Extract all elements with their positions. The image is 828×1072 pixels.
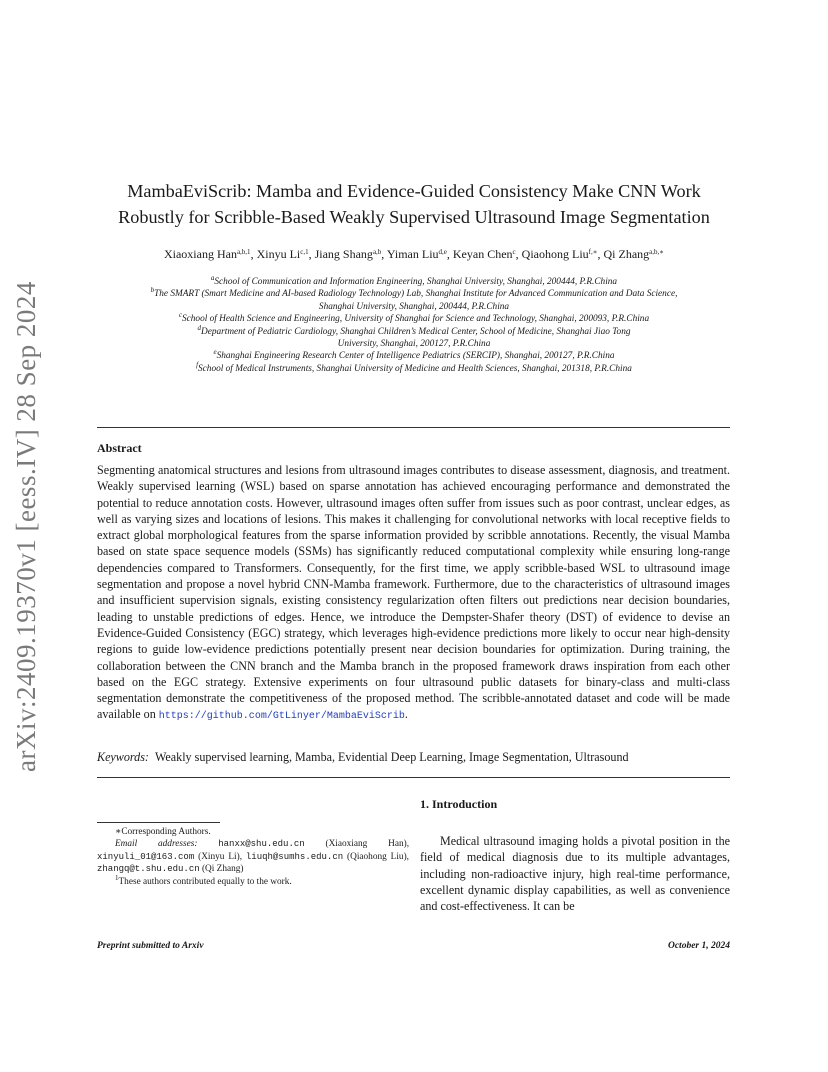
- author-name: Xiaoxiang Han: [163, 247, 237, 261]
- author-name: Xinyu Li: [256, 247, 301, 261]
- affiliation: [60, 360, 768, 375]
- keywords-line: [97, 750, 730, 765]
- footnotes: [97, 826, 409, 888]
- keywords-label: Keywords:: [97, 750, 149, 764]
- introduction-paragraph: Medical ultrasound imaging holds a pivotal position in the field of medical diagnosis due to its multiple advantages, including non-radioactive injury, high real-time performance, excellent dynamic display capabilities, as well as convenience and cost-effectiveness. It can be: [420, 834, 730, 914]
- affiliation-text: School of Medical Instruments, Shanghai University of Medicine and Health Sciences, Shanghai, 201318, P.R.China: [198, 363, 632, 374]
- preprint-notice: Preprint submitted to Arxiv: [97, 941, 204, 951]
- affiliation-mark: d: [197, 323, 201, 332]
- author-affiliation-mark: a,b: [372, 248, 382, 256]
- author-name: Yiman Liu: [386, 247, 439, 261]
- affiliation-list: [60, 276, 768, 375]
- affiliation: [60, 338, 768, 350]
- arxiv-identifier-stamp: arXiv:2409.19370v1 [eess.IV] 28 Sep 2024: [11, 281, 41, 772]
- footnote-rule: [97, 822, 220, 823]
- paper-title: [60, 178, 768, 230]
- email-address[interactable]: zhangq@t.shu.edu.cn: [97, 864, 200, 875]
- author: [453, 247, 516, 261]
- affiliation-text: Shanghai Engineering Research Center of Intelligence Pediatrics (SERCIP), Shanghai, 200127, P.R.China: [216, 351, 615, 362]
- email-address[interactable]: xinyuli_01@163.com: [97, 851, 195, 862]
- email-owner: (Qi Zhang): [201, 864, 244, 875]
- author-name: Jiang Shang: [314, 247, 373, 261]
- affiliation: [60, 313, 768, 325]
- affiliation-text: School of Communication and Information Engineering, Shanghai University, Shanghai, 200444, P.R.China: [214, 277, 618, 287]
- author: [257, 247, 309, 261]
- email-address[interactable]: hanxx@shu.edu.cn: [218, 839, 305, 850]
- affiliation: [60, 301, 768, 313]
- title-line-1: MambaEviScrib: Mamba and Evidence-Guided Consistency Make CNN Work: [127, 181, 701, 201]
- email-owner: (Xiaoxiang Han),: [325, 839, 410, 850]
- author: [315, 247, 382, 261]
- affiliation-mark: c: [178, 311, 182, 320]
- email-owner: (Xinyu Li),: [198, 851, 243, 862]
- keywords-text: Weakly supervised learning, Mamba, Evidential Deep Learning, Image Segmentation, Ultrasound: [154, 750, 629, 764]
- abstract-bottom-rule: [97, 777, 730, 778]
- email-footnote: [97, 838, 409, 875]
- footer-date: October 1, 2024: [667, 941, 730, 951]
- author-affiliation-mark: c: [512, 248, 516, 256]
- introduction-heading: 1. Introduction: [420, 797, 498, 811]
- affiliation: [60, 323, 768, 338]
- abstract-heading: Abstract: [97, 441, 142, 455]
- author-affiliation-mark: a,b,∗: [649, 248, 665, 256]
- author-affiliation-mark: c,1: [300, 248, 309, 256]
- affiliation: [60, 350, 768, 362]
- affiliation-text: Shanghai University, Shanghai, 200444, P.R.China: [318, 301, 510, 312]
- affiliation: [60, 276, 768, 288]
- author: [387, 247, 447, 261]
- author-list: Xiaoxiang Han$^{a,b,1}$, Xinyu Li$^{c,1}$, Jiang Shang$^{a,b}$, Yiman Liu$^{d,e}$, Keyan Chen$^c$, Qiaohong Liu$^{f,∗}$, Qi Zhang$^{a,b,∗}$: [163, 247, 665, 261]
- affiliation-text: The SMART (Smart Medicine and AI-based Radiology Technology) Lab, Shanghai Institute for Advanced Communication and Data Science,: [154, 289, 678, 300]
- affiliation-mark: b: [150, 286, 155, 295]
- equal-contribution-footnote: [97, 873, 409, 888]
- abstract-top-rule: [97, 427, 730, 428]
- author-affiliation-mark: f,∗: [588, 248, 598, 256]
- affiliation-text: School of Health Science and Engineering, University of Shanghai for Science and Technology, Shanghai, 200093, P.R.China: [182, 314, 650, 325]
- abstract-body-text: Segmenting anatomical structures and lesions from ultrasound images contributes to disease assessment, diagnosis, and treatment. Weakly supervised learning (WSL) based on sparse annotation has achieved encouraging performance and demonstrated the potential to reduce annotation costs. However, ultrasound images often suffer from issues such as poor contrast, unclear edges, as well as varying sizes and locations of lesions. This makes it challenging for convolutional networks with local receptive fields to extract global morphological features from the sparse information provided by scribble annotations. Recently, the visual Mamba based on state space sequence models (SSMs) has significantly reduced computational complexity while ensuring long-range dependencies compared to Transformers. Consequently, for the first time, we apply scribble-based WSL to ultrasound image segmentation and propose a novel hybrid CNN-Mamba framework. Furthermore, due to the characteristics of ultrasound images and insufficient supervision signals, existing consistency regularization often filters out predictions near decision boundaries, leading to unstable predictions of edges. Hence, we introduce the Dempster-Shafer theory (DST) of evidence to devise an Evidence-Guided Consistency (EGC) strategy, which leverages high-evidence predictions more likely to occur near high-density regions to guide low-evidence predictions potentially present near decision boundaries for optimization. During training, the collaboration between the CNN branch and the Mamba branch in the proposed framework draws inspiration from each other based on the EGC strategy. Extensive experiments on four ultrasound public datasets for binary-class and multi-class segmentation demonstrate the competitiveness of the proposed method. The scribble-annotated dataset and code will be made available on: [97, 463, 730, 722]
- footnote-mark: 1: [115, 873, 119, 882]
- author: [604, 247, 665, 261]
- corresponding-footnote: ∗Corresponding Authors.: [115, 827, 211, 837]
- affiliation: [60, 288, 768, 300]
- affiliation-mark: a: [210, 274, 215, 282]
- author-name: Qi Zhang: [603, 247, 650, 261]
- email-address[interactable]: liuqh@sumhs.edu.cn: [245, 851, 344, 862]
- affiliation-mark: e: [213, 348, 217, 357]
- email-label: Email addresses:: [115, 839, 198, 850]
- email-owner: (Qiaohong Liu),: [347, 851, 409, 862]
- author-name: Keyan Chen: [452, 247, 513, 261]
- equal-contribution-text: These authors contributed equally to the work.: [118, 876, 292, 887]
- title-line-2: Robustly for Scribble-Based Weakly Supervised Ultrasound Image Segmentation: [118, 207, 710, 227]
- author: [164, 247, 251, 261]
- author-affiliation-mark: a,b,1: [236, 248, 251, 256]
- author-affiliation-mark: d,e: [438, 248, 447, 256]
- affiliation-text: Department of Pediatric Cardiology, Shanghai Children’s Medical Center, School of Medicine, Shanghai Jiao Tong: [200, 326, 631, 337]
- author-name: Qiaohong Liu: [521, 247, 589, 261]
- code-repository-link[interactable]: https://github.com/GtLinyer/MambaEviScrib: [158, 711, 405, 723]
- abstract-body: Segmenting anatomical structures and lesions from ultrasound images contributes to disease assessment, diagnosis, and treatment. Weakly supervised learning (WSL) based on sparse annotation has achieved encouraging performance and demonstrated the potential to reduce annotation costs. However, ultrasound images often suffer from issues such as poor contrast, unclear edges, as well as varying sizes and locations of lesions. This makes it challenging for convolutional networks with local receptive fields to extract global morphological features from the sparse information provided by scribble annotations. Recently, the visual Mamba based on state space sequence models (SSMs) has significantly reduced computational complexity while ensuring long-range dependencies compared to Transformers. Consequently, for the first time, we apply scribble-based WSL to ultrasound image segmentation and propose a novel hybrid CNN-Mamba framework. Furthermore, due to the characteristics of ultrasound images and insufficient supervision signals, existing consistency regularization often filters out predictions near decision boundaries, leading to unstable predictions of edges. Hence, we introduce the Dempster-Shafer theory (DST) of evidence to devise an Evidence-Guided Consistency (EGC) strategy, which leverages high-evidence predictions more likely to occur near high-density regions to guide low-evidence predictions potentially present near decision boundaries for optimization. During training, the collaboration between the CNN branch and the Mamba branch in the proposed framework draws inspiration from each other based on the EGC strategy. Extensive experiments on four ultrasound public datasets for binary-class and multi-class segmentation demonstrate the competitiveness of the proposed method. The scribble-annotated dataset and code will be made available on https://github.com/GtLinyer/MambaEviScrib.: [97, 463, 730, 723]
- affiliation-text: University, Shanghai, 200127, P.R.China: [337, 339, 491, 350]
- affiliation-mark: f: [196, 360, 199, 369]
- author: [522, 247, 598, 261]
